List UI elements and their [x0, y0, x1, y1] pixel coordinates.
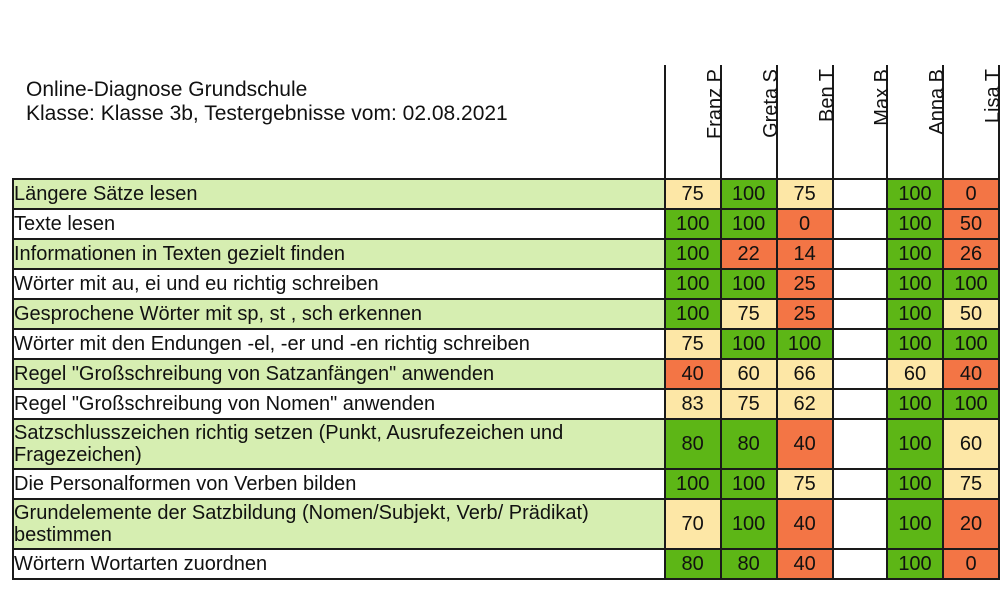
score-cell: 100 — [721, 329, 777, 359]
score-cell — [833, 359, 887, 389]
score-cell: 0 — [943, 549, 999, 579]
score-cell: 80 — [665, 549, 721, 579]
student-name-header — [833, 65, 893, 179]
score-cell: 60 — [943, 419, 999, 469]
student-name-header — [887, 65, 948, 179]
report-title: Online-Diagnose Grundschule — [26, 78, 308, 101]
score-cell: 100 — [887, 209, 943, 239]
score-cell: 50 — [943, 209, 999, 239]
skill-label: Informationen in Texten gezielt finden — [13, 239, 665, 269]
score-cell: 100 — [665, 299, 721, 329]
score-cell: 100 — [721, 499, 777, 549]
score-cell: 100 — [665, 209, 721, 239]
score-cell — [833, 299, 887, 329]
student-name-header — [665, 65, 726, 179]
score-cell: 25 — [777, 269, 833, 299]
skill-label: Regel "Großschreibung von Satzanfängen" anwenden — [13, 359, 665, 389]
header-spacer — [13, 65, 665, 179]
skill-label: Satzschlusszeichen richtig setzen (Punkt, Ausrufezeichen und Fragezeichen) — [13, 419, 665, 469]
score-cell: 60 — [721, 359, 777, 389]
score-cell: 40 — [777, 549, 833, 579]
score-cell: 100 — [721, 269, 777, 299]
student-name: Max B — [870, 69, 893, 126]
score-cell: 80 — [665, 419, 721, 469]
score-cell: 100 — [887, 469, 943, 499]
score-cell: 75 — [777, 179, 833, 209]
table-row — [13, 299, 999, 329]
table-row — [13, 499, 999, 549]
score-cell: 40 — [943, 359, 999, 389]
score-cell: 60 — [887, 359, 943, 389]
table-row — [13, 419, 999, 469]
score-cell: 80 — [721, 419, 777, 469]
score-cell — [833, 269, 887, 299]
student-header-row — [13, 65, 999, 179]
score-cell: 100 — [887, 549, 943, 579]
skill-label: Wörter mit au, ei und eu richtig schreiben — [13, 269, 665, 299]
score-cell: 75 — [665, 329, 721, 359]
score-cell: 50 — [943, 299, 999, 329]
score-cell: 20 — [943, 499, 999, 549]
score-cell: 100 — [887, 329, 943, 359]
score-cell: 75 — [721, 299, 777, 329]
score-cell — [833, 209, 887, 239]
score-cell: 14 — [777, 239, 833, 269]
score-cell: 100 — [887, 499, 943, 549]
table-row — [13, 269, 999, 299]
score-cell — [833, 469, 887, 499]
score-cell: 80 — [721, 549, 777, 579]
score-cell: 100 — [887, 419, 943, 469]
score-cell: 22 — [721, 239, 777, 269]
score-cell: 100 — [943, 329, 999, 359]
table-row — [13, 329, 999, 359]
table-row — [13, 239, 999, 269]
student-name-header — [777, 65, 838, 179]
score-cell: 40 — [777, 499, 833, 549]
score-cell: 100 — [943, 389, 999, 419]
student-name: Franz P — [703, 69, 726, 140]
score-cell: 100 — [887, 299, 943, 329]
table-row — [13, 389, 999, 419]
student-name-header — [721, 65, 782, 179]
skill-label: Texte lesen — [13, 209, 665, 239]
score-cell: 70 — [665, 499, 721, 549]
score-cell: 75 — [943, 469, 999, 499]
student-name-header — [943, 65, 1004, 179]
student-name: Anna B — [926, 69, 948, 135]
score-cell: 40 — [665, 359, 721, 389]
skill-label: Gesprochene Wörter mit sp, st , sch erkennen — [13, 299, 665, 329]
score-cell: 75 — [665, 179, 721, 209]
skill-label: Wörter mit den Endungen -el, -er und -en richtig schreiben — [13, 329, 665, 359]
student-name: Ben T — [815, 69, 838, 122]
score-cell: 100 — [887, 179, 943, 209]
skill-label: Die Personalformen von Verben bilden — [13, 469, 665, 499]
student-name: Greta S — [759, 69, 782, 138]
skill-label: Längere Sätze lesen — [13, 179, 665, 209]
score-cell: 0 — [943, 179, 999, 209]
score-cell: 100 — [665, 239, 721, 269]
skill-label: Wörtern Wortarten zuordnen — [13, 549, 665, 579]
table-row — [13, 359, 999, 389]
score-cell — [833, 549, 887, 579]
score-cell — [833, 419, 887, 469]
score-cell: 100 — [721, 469, 777, 499]
score-cell: 100 — [665, 269, 721, 299]
score-cell: 0 — [777, 209, 833, 239]
score-cell: 66 — [777, 359, 833, 389]
score-cell: 26 — [943, 239, 999, 269]
score-cell: 83 — [665, 389, 721, 419]
result-rows — [13, 179, 999, 579]
score-cell — [833, 389, 887, 419]
score-cell — [833, 179, 887, 209]
skill-label: Grundelemente der Satzbildung (Nomen/Subjekt, Verb/ Prädikat) bestimmen — [13, 499, 665, 549]
score-cell: 100 — [665, 469, 721, 499]
score-cell: 100 — [777, 329, 833, 359]
table-row — [13, 549, 999, 579]
skill-label: Regel "Großschreibung von Nomen" anwenden — [13, 389, 665, 419]
student-name: Lisa T — [982, 69, 1004, 124]
score-cell: 100 — [887, 389, 943, 419]
table-row — [13, 469, 999, 499]
table-row — [13, 209, 999, 239]
score-cell: 75 — [777, 469, 833, 499]
score-cell: 100 — [943, 269, 999, 299]
score-cell: 100 — [887, 269, 943, 299]
score-cell: 100 — [721, 179, 777, 209]
results-table — [12, 65, 1004, 580]
score-cell: 75 — [721, 389, 777, 419]
score-cell — [833, 329, 887, 359]
score-cell: 25 — [777, 299, 833, 329]
score-cell: 62 — [777, 389, 833, 419]
table-row — [13, 179, 999, 209]
score-cell — [833, 499, 887, 549]
score-cell: 100 — [721, 209, 777, 239]
score-cell: 100 — [887, 239, 943, 269]
score-cell: 40 — [777, 419, 833, 469]
report-subtitle: Klasse: Klasse 3b, Testergebnisse vom: 02.08.2021 — [26, 102, 508, 125]
score-cell — [833, 239, 887, 269]
